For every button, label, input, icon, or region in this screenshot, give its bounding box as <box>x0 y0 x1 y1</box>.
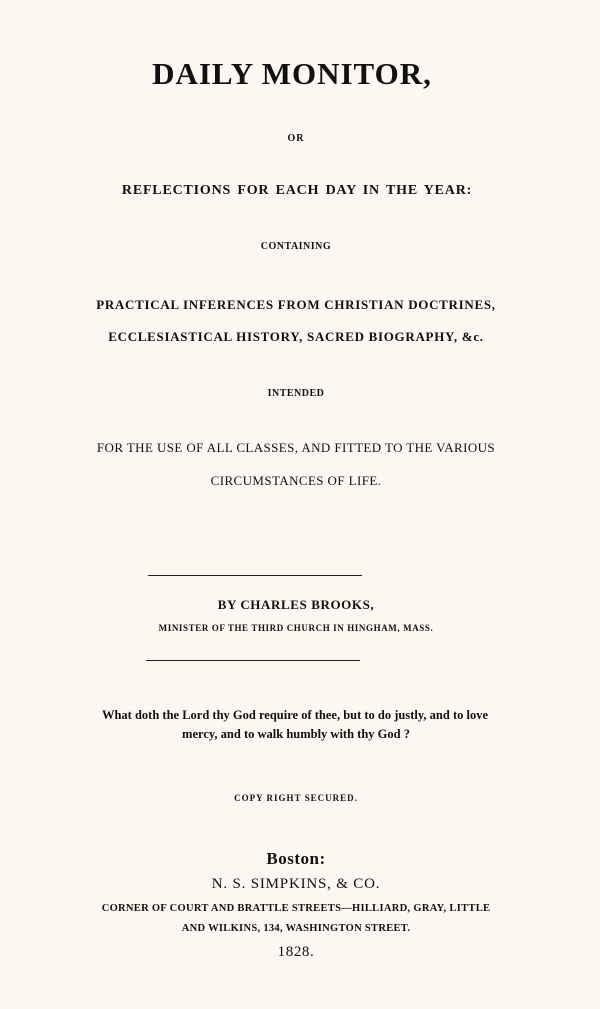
epigraph-line-2: mercy, and to walk humbly with thy God ? <box>182 727 410 741</box>
author-byline: BY CHARLES BROOKS, <box>217 597 375 612</box>
copyright-notice: COPY RIGHT SECURED. <box>234 793 358 803</box>
epigraph-line-1: What doth the Lord thy God require of thee, but to do justly, and to love <box>101 708 489 722</box>
imprint-address-line-2: AND WILKINS, 134, WASHINGTON STREET. <box>181 923 411 934</box>
author-position: MINISTER OF THE THIRD CHURCH IN HINGHAM, MASS. <box>158 623 434 633</box>
book-subtitle: REFLECTIONS FOR EACH DAY IN THE YEAR: <box>121 183 473 198</box>
purpose-line-2: CIRCUMSTANCES OF LIFE. <box>210 473 382 488</box>
imprint-address-line-1: CORNER OF COURT AND BRATTLE STREETS—HILLIARD, GRAY, LITTLE <box>101 903 491 914</box>
imprint-publisher: N. S. SIMPKINS, & CO. <box>211 876 381 892</box>
bottom-divider-rule <box>146 660 360 661</box>
description-line-1: PRACTICAL INFERENCES FROM CHRISTIAN DOCTRINES, <box>96 297 496 312</box>
top-divider-rule <box>148 575 362 576</box>
description-line-2: ECCLESIASTICAL HISTORY, SACRED BIOGRAPHY, &c. <box>108 329 484 344</box>
imprint-city: Boston: <box>266 849 326 868</box>
intended-label: INTENDED <box>267 388 325 399</box>
containing-label: CONTAINING <box>260 241 332 252</box>
purpose-line-1: FOR THE USE OF ALL CLASSES, AND FITTED TO THE VARIOUS <box>96 440 496 455</box>
imprint-year: 1828. <box>277 944 315 960</box>
book-title: DAILY MONITOR, <box>152 56 432 91</box>
or-label: OR <box>287 133 305 144</box>
